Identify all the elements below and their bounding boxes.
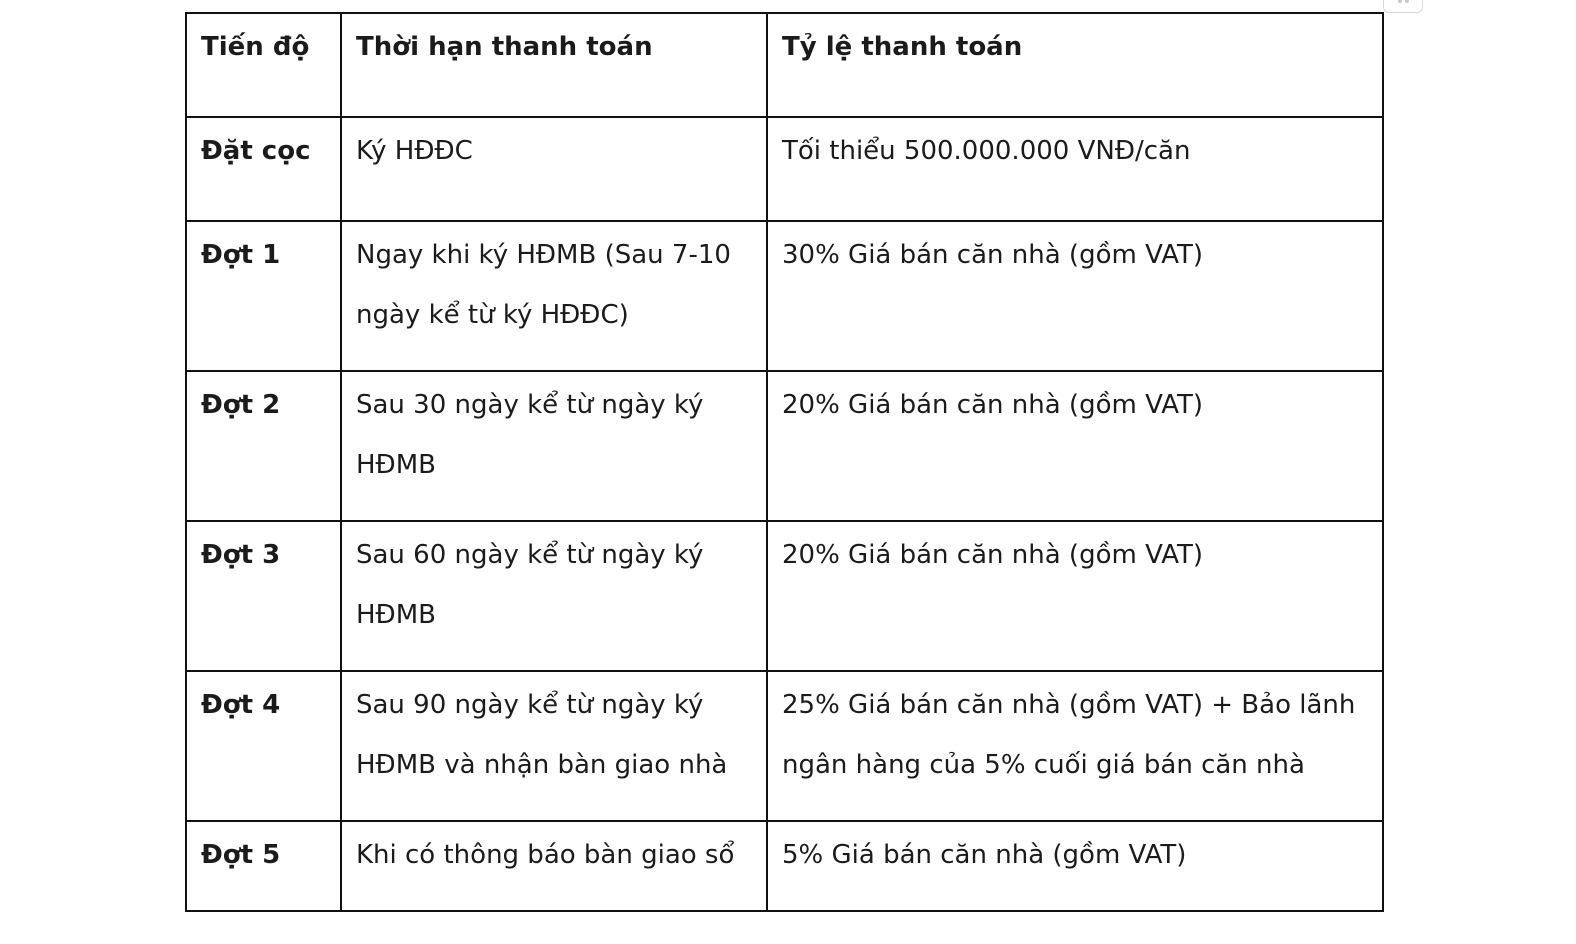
- table-row: [186, 521, 1383, 671]
- drag-handle-icon[interactable]: [1383, 0, 1423, 13]
- table-row: [186, 371, 1383, 521]
- table-row: [186, 117, 1383, 221]
- deadline-cell: Ngay khi ký HĐMB (Sau 7-10 ngày kể từ ký HĐĐC): [341, 221, 767, 371]
- stage-cell: Đợt 2: [186, 371, 341, 521]
- header-rate: Tỷ lệ thanh toán: [767, 13, 1383, 117]
- table-row: [186, 221, 1383, 371]
- stage-cell: Đợt 3: [186, 521, 341, 671]
- rate-cell: 20% Giá bán căn nhà (gồm VAT): [767, 521, 1383, 671]
- deadline-cell: Sau 60 ngày kể từ ngày ký HĐMB: [341, 521, 767, 671]
- header-stage: Tiến độ: [186, 13, 341, 117]
- stage-cell: Đợt 1: [186, 221, 341, 371]
- handle-dot: [1405, 0, 1409, 3]
- deadline-cell: Sau 30 ngày kể từ ngày ký HĐMB: [341, 371, 767, 521]
- stage-cell: Đợt 5: [186, 821, 341, 911]
- rate-cell: 25% Giá bán căn nhà (gồm VAT) + Bảo lãnh ngân hàng của 5% cuối giá bán căn nhà: [767, 671, 1383, 821]
- header-deadline: Thời hạn thanh toán: [341, 13, 767, 117]
- table-row: [186, 671, 1383, 821]
- table-row: [186, 821, 1383, 911]
- rate-cell: 20% Giá bán căn nhà (gồm VAT): [767, 371, 1383, 521]
- rate-cell: 30% Giá bán căn nhà (gồm VAT): [767, 221, 1383, 371]
- deadline-cell: Khi có thông báo bàn giao sổ: [341, 821, 767, 911]
- stage-cell: Đặt cọc: [186, 117, 341, 221]
- deadline-cell: Ký HĐĐC: [341, 117, 767, 221]
- rate-cell: Tối thiểu 500.000.000 VNĐ/căn: [767, 117, 1383, 221]
- rate-cell: 5% Giá bán căn nhà (gồm VAT): [767, 821, 1383, 911]
- handle-dot: [1398, 0, 1402, 3]
- table-header-row: [186, 13, 1383, 117]
- payment-schedule-table: [185, 12, 1384, 912]
- deadline-cell: Sau 90 ngày kể từ ngày ký HĐMB và nhận bàn giao nhà: [341, 671, 767, 821]
- stage-cell: Đợt 4: [186, 671, 341, 821]
